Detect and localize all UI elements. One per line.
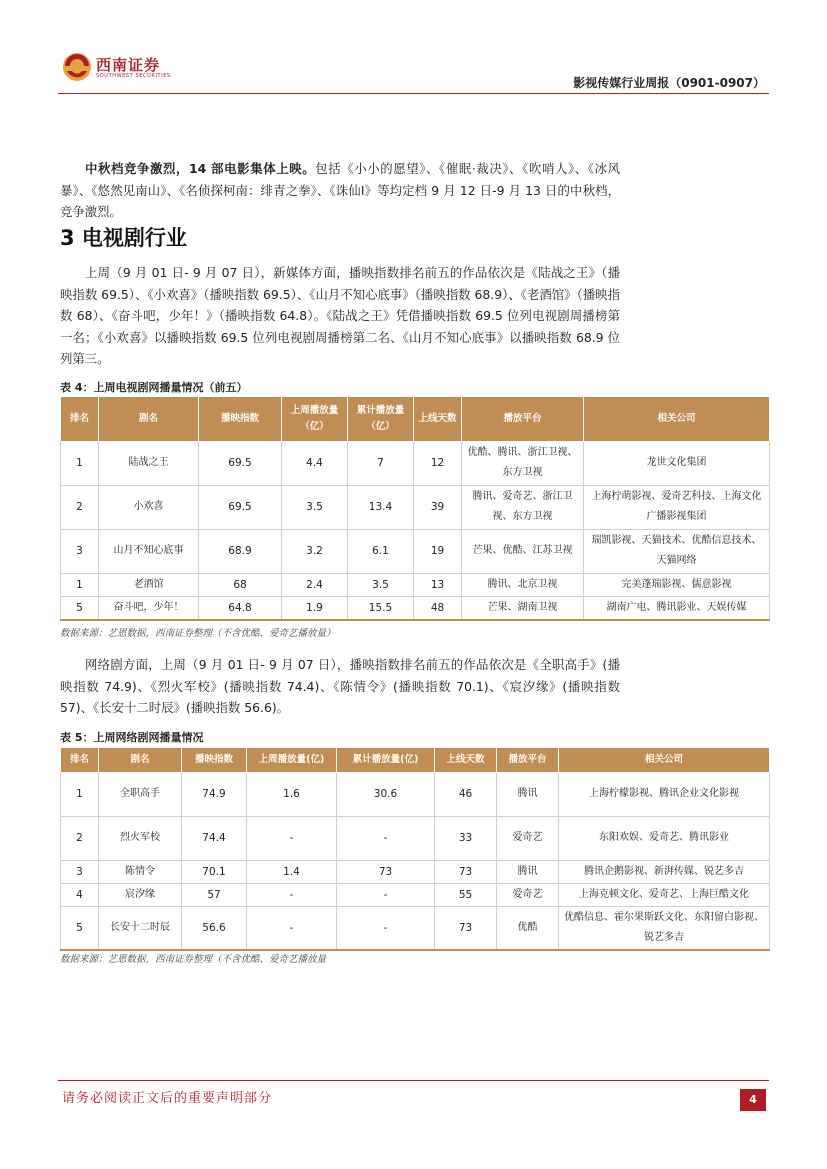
table5-source: 数据来源：艺恩数据，西南证券整理（不含优酷、爱奇艺播放量	[60, 954, 327, 965]
col-header-companies: 相关公司	[584, 397, 770, 441]
cell-days: 55	[435, 883, 497, 906]
company-logo	[62, 50, 182, 86]
cell-total-views: 3.5	[348, 573, 414, 596]
col-header-weekly-views: 上周播放量(亿)	[247, 748, 337, 772]
cell-rank: 4	[61, 883, 99, 906]
cell-index: 70.1	[182, 860, 247, 883]
cell-companies: 湖南广电、腾讯影业、天娱传媒	[584, 596, 770, 620]
table-row	[61, 596, 770, 620]
col-header-days: 上线天数	[435, 748, 497, 772]
cell-companies: 瑞凯影视、天猫技术、优酷信息技术、天猫网络	[584, 529, 770, 573]
cell-companies: 东阳欢娱、爱奇艺、腾讯影业	[559, 816, 770, 860]
cell-days: 48	[414, 596, 462, 620]
web-drama-paragraph: 网络剧方面，上周（9 月 01 日- 9 月 07 日），播映指数排名前五的作品依次是《全职高手》(播映指数 74.9)、《烈火军校》(播映指数 74.4)、《陈情令》(播映指数 70.1)、《宸汐缘》(播映指数 57)、《长安十二时辰》(播映指数 56.6)。	[60, 657, 620, 715]
cell-index: 56.6	[182, 906, 247, 950]
cell-total-views: 13.4	[348, 485, 414, 529]
table4-caption: 表 4：上周电视剧网播量情况（前五）	[60, 381, 248, 394]
cell-total-views: 7	[348, 441, 414, 485]
section-heading: 3 电视剧行业	[60, 226, 187, 250]
cell-total-views: 30.6	[337, 772, 435, 816]
cell-days: 12	[414, 441, 462, 485]
col-header-platform: 播放平台	[462, 397, 584, 441]
cell-platform: 芒果、优酷、江苏卫视	[462, 529, 584, 573]
table-header-row	[61, 397, 770, 441]
cell-days: 39	[414, 485, 462, 529]
cell-rank: 2	[61, 485, 99, 529]
table-row	[61, 906, 770, 950]
cell-total-views: 15.5	[348, 596, 414, 620]
cell-platform: 腾讯、北京卫视	[462, 573, 584, 596]
col-header-weekly-views: 上周播放量（亿）	[282, 397, 348, 441]
col-header-days: 上线天数	[414, 397, 462, 441]
cell-title: 烈火军校	[99, 816, 182, 860]
cell-weekly-views: 2.4	[282, 573, 348, 596]
col-header-total-views: 累计播放量(亿)	[337, 748, 435, 772]
cell-index: 74.4	[182, 816, 247, 860]
cell-companies: 腾讯企鹅影视、新湃传媒、锐艺多吉	[559, 860, 770, 883]
cell-companies: 龙世文化集团	[584, 441, 770, 485]
cell-companies: 优酷信息、霍尔果斯跃文化、东阳留白影视、锐艺多吉	[559, 906, 770, 950]
col-header-platform: 播放平台	[497, 748, 559, 772]
intro-lead: 中秋档竞争激烈，14 部电影集体上映。	[85, 161, 316, 176]
company-logo-icon	[62, 52, 92, 82]
col-header-title: 剧名	[99, 748, 182, 772]
cell-platform: 优酷、腾讯、浙江卫视、东方卫视	[462, 441, 584, 485]
table-row	[61, 573, 770, 596]
cell-index: 68	[199, 573, 282, 596]
cell-platform: 优酷	[497, 906, 559, 950]
report-title: 影视传媒行业周报（0901-0907）	[573, 76, 765, 90]
cell-total-views: 6.1	[348, 529, 414, 573]
web-drama-table	[60, 748, 770, 951]
table-header-row	[61, 748, 770, 772]
tv-drama-paragraph: 上周（9 月 01 日- 9 月 07 日），新媒体方面，播映指数排名前五的作品依次是《陆战之王》（播映指数 69.5）、《小欢喜》（播映指数 69.5）、《山月不知心底事》（播映指数 68.9）、《老酒馆》（播映指数 68）、《奋斗吧，少年！》（播映指数 64.8）。《陆战之王》凭借播映指数 69.5 位列电视剧周播榜第一名；《小欢喜》以播映指数 69.5 位列电视剧周播榜第二名、《山月不知心底事》以播映指数 68.9 位列第三。	[60, 265, 620, 366]
cell-companies: 上海柠檬影视、腾讯企业文化影视	[559, 772, 770, 816]
cell-platform: 腾讯	[497, 860, 559, 883]
cell-platform: 芒果、湖南卫视	[462, 596, 584, 620]
cell-rank: 5	[61, 596, 99, 620]
cell-total-views: -	[337, 883, 435, 906]
cell-weekly-views: -	[247, 906, 337, 950]
table-row	[61, 883, 770, 906]
logo-text-cn: 西南证券	[96, 56, 161, 74]
cell-title: 宸汐缘	[99, 883, 182, 906]
disclaimer-notice: 请务必阅读正文后的重要声明部分	[62, 1091, 273, 1106]
cell-weekly-views: 3.5	[282, 485, 348, 529]
col-header-rank: 排名	[61, 748, 99, 772]
cell-rank: 5	[61, 906, 99, 950]
col-header-total-views: 累计播放量（亿）	[348, 397, 414, 441]
cell-rank: 1	[61, 573, 99, 596]
cell-title: 陈情令	[99, 860, 182, 883]
cell-total-views: -	[337, 906, 435, 950]
table-row	[61, 485, 770, 529]
footer-divider	[58, 1080, 769, 1081]
cell-companies: 上海克顿文化、爱奇艺、上海巨酷文化	[559, 883, 770, 906]
cell-days: 73	[435, 906, 497, 950]
cell-index: 68.9	[199, 529, 282, 573]
table4-source: 数据来源：艺恩数据，西南证券整理（不含优酷、爱奇艺播放量）	[60, 628, 336, 639]
cell-days: 33	[435, 816, 497, 860]
cell-companies: 完美蓬瑞影视、儒意影视	[584, 573, 770, 596]
cell-title: 老酒馆	[99, 573, 199, 596]
table-row	[61, 529, 770, 573]
table-row	[61, 772, 770, 816]
cell-days: 19	[414, 529, 462, 573]
cell-weekly-views: 3.2	[282, 529, 348, 573]
cell-rank: 1	[61, 441, 99, 485]
cell-weekly-views: 4.4	[282, 441, 348, 485]
cell-weekly-views: -	[247, 816, 337, 860]
cell-rank: 3	[61, 860, 99, 883]
cell-weekly-views: 1.6	[247, 772, 337, 816]
cell-index: 69.5	[199, 441, 282, 485]
cell-total-views: -	[337, 816, 435, 860]
intro-body: 包括《小小的愿望》、《催眠·裁决》、《吹哨人》、《冰风暴》、《悠然见南山》、《名侦探柯南：绯青之拳》、《诛仙Ⅰ》等均定档 9 月 12 日-9 月 13 日的中秋档，竞争激烈。	[60, 161, 620, 219]
cell-index: 74.9	[182, 772, 247, 816]
cell-days: 73	[435, 860, 497, 883]
cell-days: 46	[435, 772, 497, 816]
cell-total-views: 73	[337, 860, 435, 883]
cell-days: 13	[414, 573, 462, 596]
cell-platform: 腾讯	[497, 772, 559, 816]
cell-platform: 爱奇艺	[497, 816, 559, 860]
col-header-index: 播映指数	[199, 397, 282, 441]
intro-paragraph	[60, 158, 620, 223]
cell-title: 全职高手	[99, 772, 182, 816]
cell-title: 陆战之王	[99, 441, 199, 485]
cell-index: 57	[182, 883, 247, 906]
header-divider	[58, 93, 769, 94]
table-row	[61, 860, 770, 883]
cell-index: 64.8	[199, 596, 282, 620]
cell-companies: 上海柠萌影视、爱奇艺科技、上海文化广播影视集团	[584, 485, 770, 529]
cell-title: 长安十二时辰	[99, 906, 182, 950]
cell-weekly-views: 1.4	[247, 860, 337, 883]
col-header-rank: 排名	[61, 397, 99, 441]
col-header-companies: 相关公司	[559, 748, 770, 772]
cell-weekly-views: 1.9	[282, 596, 348, 620]
cell-rank: 2	[61, 816, 99, 860]
col-header-index: 播映指数	[182, 748, 247, 772]
table-row	[61, 441, 770, 485]
cell-title: 小欢喜	[99, 485, 199, 529]
logo-text-en: SOUTHWEST SECURITIES	[96, 73, 171, 79]
col-header-title: 剧名	[99, 397, 199, 441]
tv-drama-table	[60, 397, 770, 621]
cell-weekly-views: -	[247, 883, 337, 906]
table-row	[61, 816, 770, 860]
table5-caption: 表 5：上周网络剧网播量情况	[60, 731, 204, 744]
page-number: 4	[740, 1089, 766, 1111]
cell-title: 奋斗吧，少年！	[99, 596, 199, 620]
cell-index: 69.5	[199, 485, 282, 529]
cell-platform: 腾讯、爱奇艺、浙江卫视、东方卫视	[462, 485, 584, 529]
cell-platform: 爱奇艺	[497, 883, 559, 906]
cell-rank: 1	[61, 772, 99, 816]
cell-title: 山月不知心底事	[99, 529, 199, 573]
cell-rank: 3	[61, 529, 99, 573]
